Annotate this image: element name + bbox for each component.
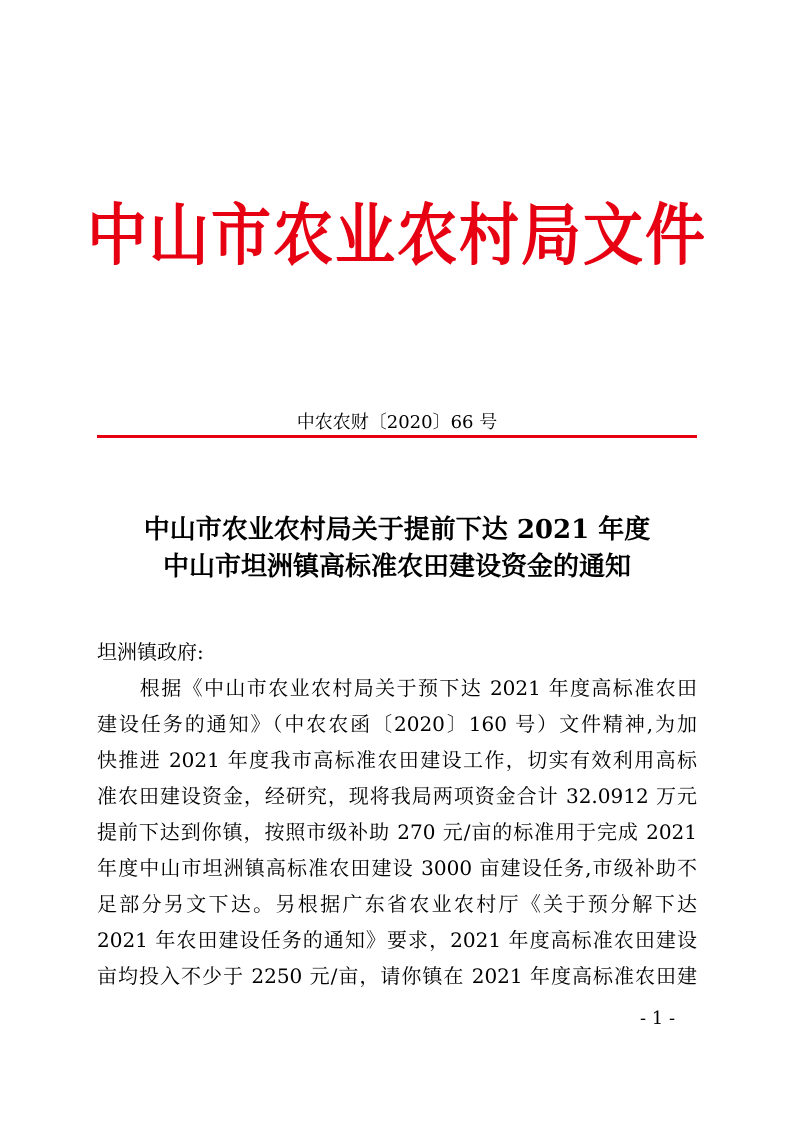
body-line: 足部分另文下达。另根据广东省农业农村厅《关于预分解下达 bbox=[97, 892, 697, 916]
body-line: 准农田建设资金，经研究，现将我局两项资金合计 32.0912 万元 bbox=[97, 784, 697, 808]
red-divider-line bbox=[97, 435, 697, 438]
document-header-title: 中山市农业农村局文件 bbox=[87, 196, 707, 276]
body-line: 2021 年农田建设任务的通知》要求，2021 年度高标准农田建设 bbox=[97, 928, 697, 952]
salutation: 坦洲镇政府: bbox=[97, 640, 204, 664]
page-number: - 1 - bbox=[640, 1008, 676, 1029]
body-line: 根据《中山市农业农村局关于预下达 2021 年度高标准农田 bbox=[97, 676, 697, 700]
body-line: 亩均投入不少于 2250 元/亩，请你镇在 2021 年度高标准农田建 bbox=[97, 964, 697, 988]
body-line: 年度中山市坦洲镇高标准农田建设 3000 亩建设任务,市级补助不 bbox=[97, 856, 697, 880]
body-line: 快推进 2021 年度我市高标准农田建设工作，切实有效利用高标 bbox=[97, 748, 697, 772]
body-line: 提前下达到你镇，按照市级补助 270 元/亩的标准用于完成 2021 bbox=[97, 820, 697, 844]
notice-title-line-2: 中山市坦洲镇高标准农田建设资金的通知 bbox=[162, 552, 631, 582]
notice-title-line-1: 中山市农业农村局关于提前下达 2021 年度 bbox=[143, 515, 651, 545]
notice-body bbox=[97, 634, 697, 994]
document-number: 中农农财〔2020〕66 号 bbox=[296, 412, 498, 433]
notice-title bbox=[0, 512, 794, 586]
body-line: 建设任务的通知》（中农农函〔2020〕160 号）文件精神,为加 bbox=[97, 712, 697, 736]
